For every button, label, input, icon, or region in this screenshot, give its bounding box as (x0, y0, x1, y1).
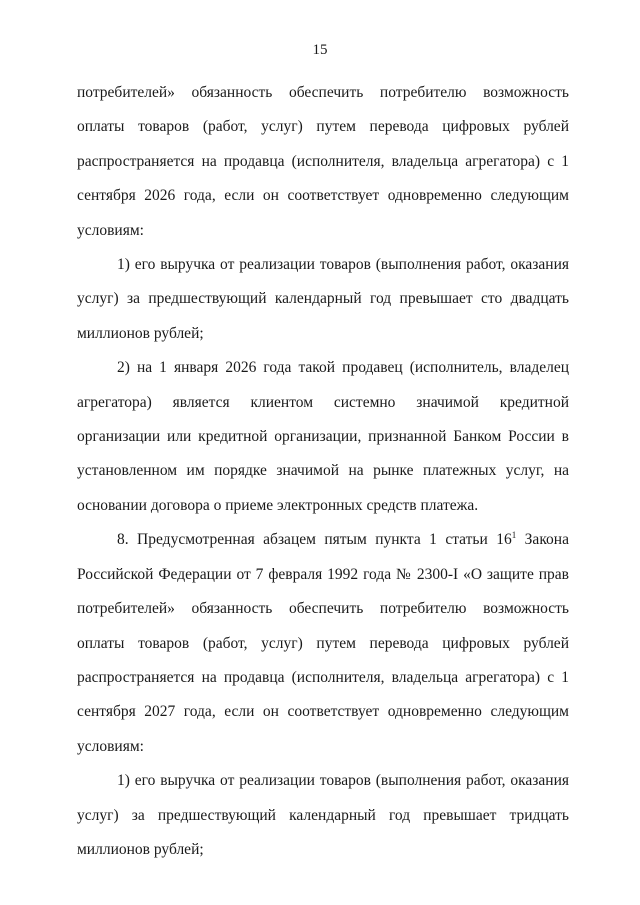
page-number: 15 (312, 42, 328, 58)
body-text (77, 76, 569, 867)
paragraph-condition-client-2026: 2) на 1 января 2026 года такой продавец (исполнитель, владелец агрегатора) является клиентом системно значимой кредитной организации или кредитной организации, признанной Банком России в установленном им порядке значимой на рынке платежных услуг, на основании договора о приеме электронных средств платежа. (77, 359, 569, 514)
paragraph-condition-revenue-2026: 1) его выручка от реализации товаров (выполнения работ, оказания услуг) за предшествующий календарный год превышает сто двадцать миллионов рублей; (77, 256, 569, 342)
section-8-text-start: 8. Предусмотренная абзацем пятым пункта 1 статьи 16 (117, 531, 512, 549)
paragraph-condition-revenue-2027: 1) его выручка от реализации товаров (выполнения работ, оказания услуг) за предшествующий календарный год превышает тридцать миллионов рублей; (77, 772, 569, 858)
paragraph-section-8 (77, 523, 569, 764)
article-superscript: 1 (511, 530, 517, 541)
paragraph-continuation: потребителей» обязанность обеспечить потребителю возможность оплаты товаров (работ, услуг) путем перевода цифровых рублей распространяется на продавца (исполнителя, владельца агрегатора) с 1 сентября 2026 года, если он соответствует одновременно следующим условиям: (77, 84, 569, 239)
section-8-text-end: Закона Российской Федерации от 7 февраля 1992 года № 2300-I «О защите прав потребителей» обязанность обеспечить потребителю возможность оплаты товаров (работ, услуг) путем перевода цифровых рублей распространяется на продавца (исполнителя, владельца агрегатора) с 1 сентября 2027 года, если он соответствует одновременно следующим условиям: (77, 531, 569, 755)
